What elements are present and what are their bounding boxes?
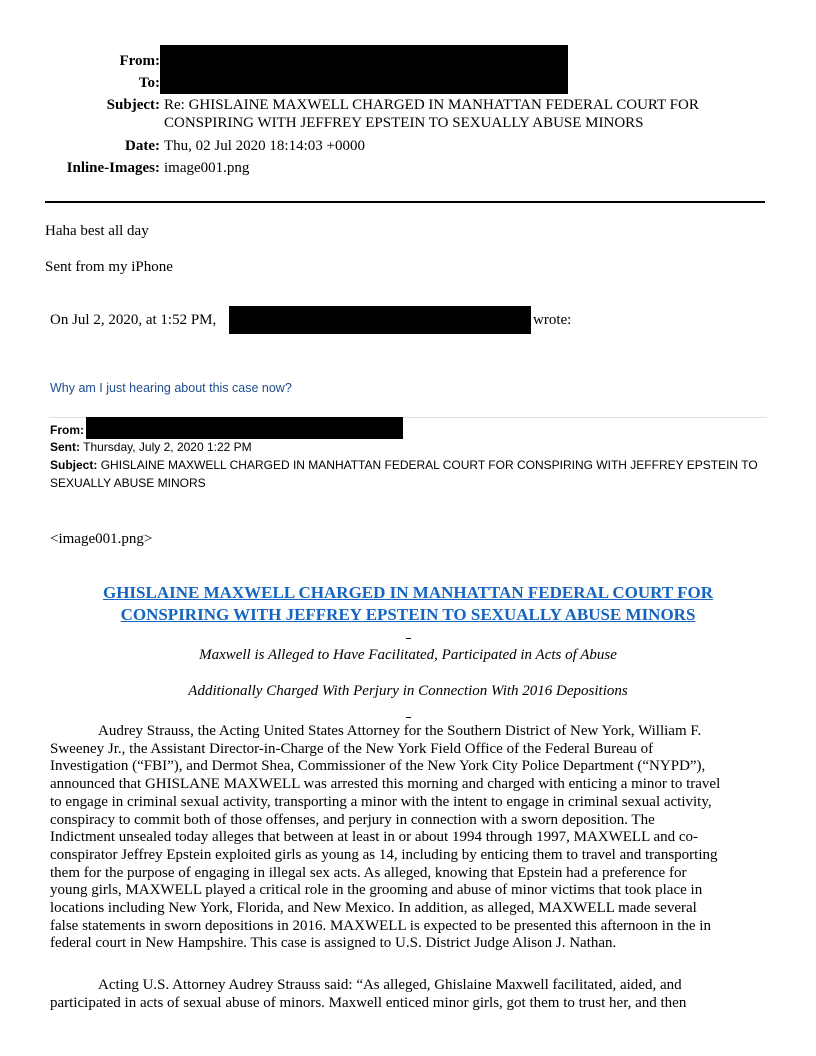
quote-intro: On Jul 2, 2020, at 1:52 PM, bbox=[50, 312, 217, 328]
fwd-subject-label: Subject: bbox=[50, 458, 98, 472]
attachment-placeholder[interactable]: <image001.png> bbox=[50, 531, 153, 547]
paragraph-line: conspiracy to commit both of those offenses, and perjury in connection with a sworn deposition. The bbox=[50, 811, 655, 828]
date-value: Thu, 02 Jul 2020 18:14:03 +0000 bbox=[164, 138, 365, 154]
article-title-line-2[interactable]: CONSPIRING WITH JEFFREY EPSTEIN TO SEXUALLY ABUSE MINORS bbox=[120, 605, 696, 624]
paragraph-line: Audrey Strauss, the Acting United States Attorney for the Southern District of New York, William F. bbox=[98, 723, 702, 739]
reply-signature: Sent from my iPhone bbox=[45, 259, 173, 275]
paragraph-line: false statements in sworn depositions in 2016. MAXWELL is expected to be presented this afternoon in the in bbox=[50, 917, 711, 934]
article-paragraph-2 bbox=[50, 977, 780, 1012]
separator-dash bbox=[406, 638, 411, 639]
inline-images-value: image001.png bbox=[164, 160, 250, 176]
date-label: Date: bbox=[125, 138, 160, 154]
reply-message: Haha best all day bbox=[45, 223, 149, 239]
redacted-sender bbox=[229, 306, 531, 334]
paragraph-line: locations including New York, Florida, and New Mexico. In addition, as alleged, MAXWELL made several bbox=[50, 900, 697, 917]
paragraph-line: participated in acts of sexual abuse of minors. Maxwell enticed minor girls, got them to trust her, and then bbox=[50, 994, 687, 1011]
subject-line-1: Re: GHISLAINE MAXWELL CHARGED IN MANHATTAN FEDERAL COURT FOR bbox=[164, 97, 699, 113]
fwd-sent-label: Sent: bbox=[50, 440, 80, 454]
fwd-subject bbox=[50, 458, 758, 472]
paragraph-line: them for the purpose of engaging in illegal sex acts. As alleged, knowing that Epstein had a preference for bbox=[50, 864, 687, 881]
subject-label: Subject: bbox=[106, 97, 160, 113]
paragraph-line: to engage in criminal sexual activity, transporting a minor with the intent to engage in criminal sexual activity, bbox=[50, 793, 712, 810]
article-paragraph-1 bbox=[50, 723, 780, 953]
article-title-line-1[interactable]: GHISLAINE MAXWELL CHARGED IN MANHATTAN FEDERAL COURT FOR bbox=[102, 583, 714, 602]
fwd-sent-value: Thursday, July 2, 2020 1:22 PM bbox=[83, 440, 252, 454]
paragraph-line: announced that GHISLANE MAXWELL was arrested this morning and charged with enticing a minor to travel bbox=[50, 776, 721, 793]
fwd-from-label: From: bbox=[50, 423, 84, 437]
paragraph-line: conspirator Jeffrey Epstein exploited girls as young as 14, including by enticing them to travel and transporting bbox=[50, 846, 718, 863]
subject-line-2: CONSPIRING WITH JEFFREY EPSTEIN TO SEXUALLY ABUSE MINORS bbox=[164, 115, 644, 131]
article-subtitle-1: Maxwell is Alleged to Have Facilitated, Participated in Acts of Abuse bbox=[199, 647, 617, 663]
forward-comment: Why am I just hearing about this case now? bbox=[50, 381, 292, 395]
from-label: From: bbox=[119, 53, 160, 69]
paragraph-line: Indictment unsealed today alleges that between at least in or about 1994 through 1997, MAXWELL and co- bbox=[50, 829, 699, 846]
to-label: To: bbox=[138, 75, 160, 91]
redacted-from-to bbox=[160, 45, 568, 94]
separator-dash bbox=[406, 717, 411, 718]
article-subtitle-2: Additionally Charged With Perjury in Connection With 2016 Depositions bbox=[188, 683, 628, 699]
paragraph-line: federal court in New Hampshire. This case is assigned to U.S. District Judge Alison J. Nathan. bbox=[50, 935, 617, 952]
article-title-link[interactable] bbox=[0, 582, 816, 626]
paragraph-line: Sweeney Jr., the Assistant Director-in-Charge of the New York Field Office of the Federal Bureau of bbox=[50, 740, 654, 757]
fwd-sent bbox=[50, 440, 252, 454]
redacted-fwd-from bbox=[86, 417, 403, 439]
header-divider bbox=[45, 201, 765, 203]
paragraph-line: Acting U.S. Attorney Audrey Strauss said: “As alleged, Ghislaine Maxwell facilitated, aided, and bbox=[98, 977, 682, 993]
paragraph-line: Investigation (“FBI”), and Dermot Shea, Commissioner of the New York City Police Department (“NYPD”), bbox=[50, 758, 706, 775]
paragraph-line: young girls, MAXWELL played a critical role in the grooming and abuse of minor victims that took place in bbox=[50, 882, 703, 899]
inline-images-label: Inline-Images: bbox=[66, 160, 160, 176]
fwd-subject-line-2: SEXUALLY ABUSE MINORS bbox=[50, 476, 206, 490]
fwd-subject-value: GHISLAINE MAXWELL CHARGED IN MANHATTAN FEDERAL COURT FOR CONSPIRING WITH JEFFREY EPSTEIN TO bbox=[100, 458, 758, 472]
quote-wrote: wrote: bbox=[533, 312, 572, 328]
